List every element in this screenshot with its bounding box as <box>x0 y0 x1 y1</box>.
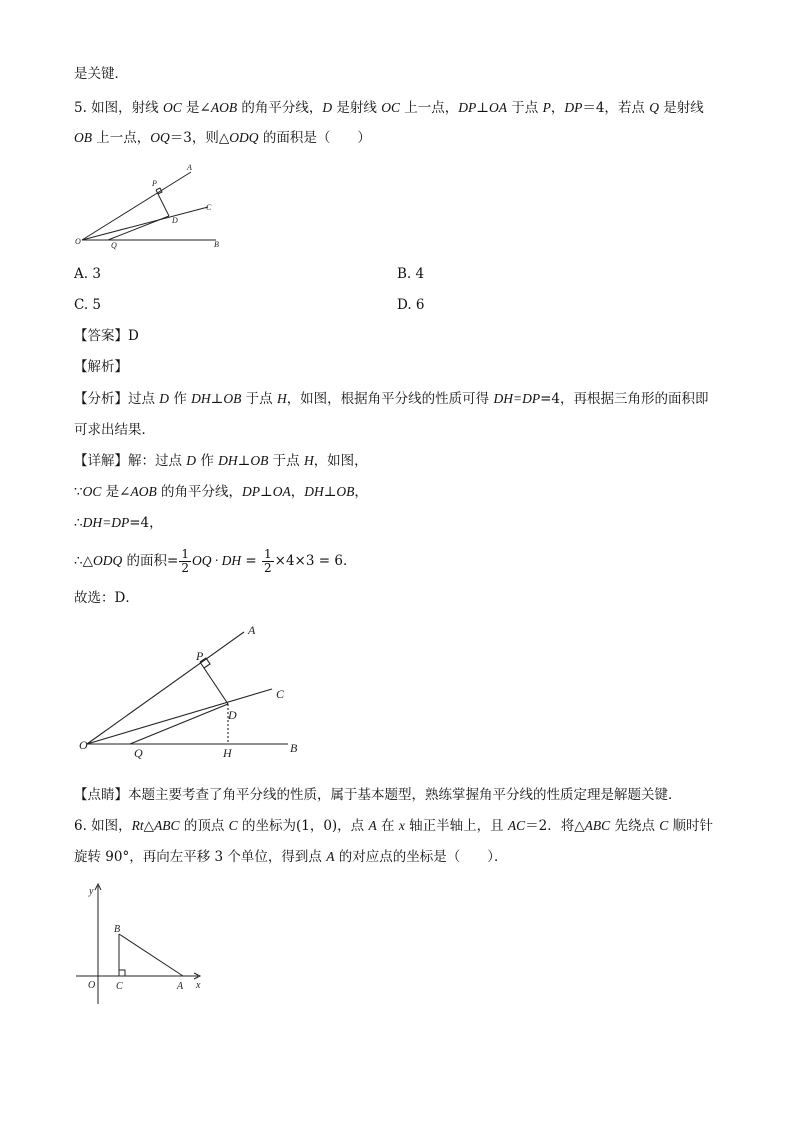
label-B: B <box>114 924 121 935</box>
text-line: 是关键． <box>74 66 128 82</box>
angle-bisector-figure-small <box>70 160 230 250</box>
fraction-half-2: $\frac{1}{2}$ <box>264 547 272 575</box>
label-O: O <box>79 738 88 752</box>
option-a[interactable]: A. 3 <box>74 266 101 282</box>
label-O: O <box>88 980 96 991</box>
label-A: A <box>248 623 256 637</box>
question-5-line-2: OB 上一点，OQ＝3，则△ODQ 的面积是（ ） <box>74 130 371 146</box>
option-c[interactable]: C. 5 <box>74 297 102 313</box>
label-C: C <box>276 687 285 701</box>
label-Q: Q <box>111 241 117 250</box>
fenxi-line-1: 【分析】过点 D 作 DH⊥OB 于点 H，如图，根据角平分线的性质可得 DH=DP=4，再根据三角形的面积即 <box>74 391 709 407</box>
label-x: x <box>196 980 201 991</box>
label-B: B <box>290 741 298 755</box>
fraction-half: $\frac{1}{2}$ <box>181 547 189 575</box>
choose-line: 故选：D． <box>74 590 139 606</box>
label-P: P <box>196 649 204 663</box>
therefore-line-2: ∴△ODQ 的面积= $\frac{1}{2}$ OQ · DH = $\frac{1}{2}$ ×4×3 = 6． <box>74 547 357 575</box>
label-C: C <box>116 981 123 992</box>
therefore-line-1: ∴DH=DP=4， <box>74 515 163 531</box>
xiangjie-line: 【详解】解：过点 D 作 DH⊥OB 于点 H，如图， <box>74 453 368 469</box>
label-A: A <box>187 163 192 172</box>
label-C: C <box>206 203 212 212</box>
angle-bisector-figure-large <box>72 618 312 768</box>
label-Q: Q <box>134 746 143 760</box>
label-y: y <box>89 886 94 897</box>
option-d[interactable]: D. 6 <box>397 297 425 313</box>
label-P: P <box>152 179 157 188</box>
analysis-heading: 【解析】 <box>74 359 128 375</box>
label-D: D <box>228 708 237 722</box>
answer-line: 【答案】D <box>74 328 139 344</box>
because-line: ∵OC 是∠AOB 的角平分线，DP⊥OA，DH⊥OB， <box>74 484 368 500</box>
label-B: B <box>214 240 219 249</box>
label-D: D <box>172 216 178 225</box>
label-A: A <box>177 981 184 992</box>
fenxi-line-2: 可求出结果． <box>74 422 155 438</box>
question-5-line-1: 5. 如图，射线 OC 是∠AOB 的角平分线，D 是射线 OC 上一点，DP⊥OA 于点 P，DP＝4，若点 Q 是射线 <box>74 100 704 116</box>
option-b[interactable]: B. 4 <box>397 266 425 282</box>
question-6-line-2: 旋转 90°，再向左平移 3 个单位，得到点 A 的对应点的坐标是（ ）． <box>74 849 508 865</box>
dianjing-line: 【点睛】本题主要考查了角平分线的性质，属于基本题型，熟练掌握角平分线的性质定理是解题关键． <box>74 787 682 803</box>
label-H: H <box>223 746 232 760</box>
label-O: O <box>75 237 81 246</box>
question-6-line-1: 6. 如图，Rt△ABC 的顶点 C 的坐标为(1，0)，点 A 在 x 轴正半轴上，且 AC＝2．将△ABC 先绕点 C 顺时针 <box>74 818 714 834</box>
coordinate-triangle-figure <box>70 882 220 1007</box>
